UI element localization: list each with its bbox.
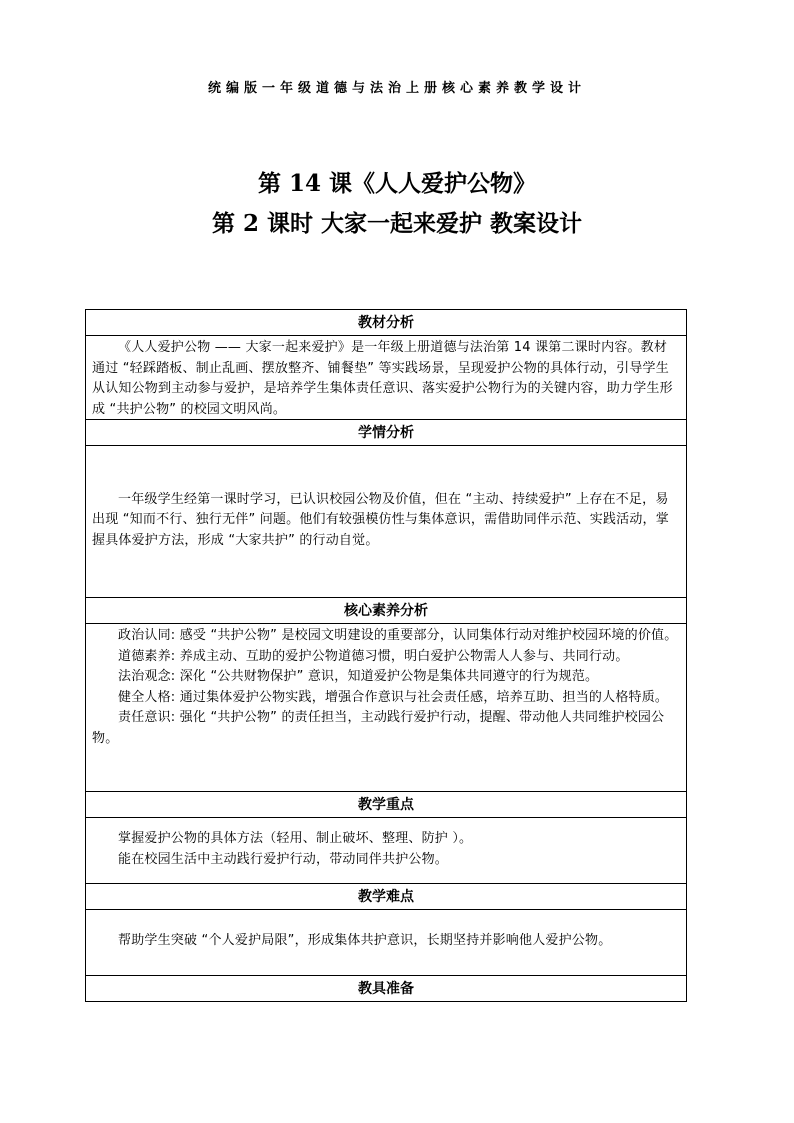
literacy-item: 责任意识: 强化 “共护公物” 的责任担当，主动践行爱护行动，提醒、带动他人共同维护校园公物。 <box>92 710 665 746</box>
section-body-literacy <box>85 624 687 792</box>
section-heading-textbook: 教材分析 <box>85 310 687 336</box>
difficulty-text: 帮助学生突破 “个人爱护局限”，形成集体共护意识，长期坚持并影响他人爱护公物。 <box>118 933 612 949</box>
lesson-title: 第 14 课《人人爱护公物》 <box>257 170 537 197</box>
literacy-item: 政治认同: 感受 “共护公物” 是校园文明建设的重要部分，认同集体行动对维护校园环境的价值。 <box>118 628 678 643</box>
section-body-students <box>85 446 687 598</box>
lesson-plan-table <box>85 309 687 1002</box>
section-heading-students: 学情分析 <box>85 420 687 446</box>
section-body-textbook <box>85 336 687 420</box>
key-point-item: 掌握爱护公物的具体方法（轻用、制止破坏、整理、防护 ）。 <box>118 831 473 846</box>
section-body-key-points <box>85 818 687 884</box>
section-heading-difficulty: 教学难点 <box>85 884 687 910</box>
section-heading-key-points: 教学重点 <box>85 792 687 818</box>
literacy-item: 健全人格: 通过集体爱护公物实践，增强合作意识与社会责任感，培养互助、担当的人格特质。 <box>118 689 669 705</box>
student-analysis-text: 一年级学生经第一课时学习，已认识校园公物及价值，但在 “主动、持续爱护” 上存在不足，易出现 “知而不行、独行无伴” 问题。他们有较强模仿性与集体意识，需借助同伴示范、实践活动，掌握具体爱护方法，形成 “大家共护” 的行动自觉。 <box>92 491 669 548</box>
section-body-difficulty <box>85 910 687 976</box>
page-header: 统编版一年级道德与法治上册核心素养教学设计 <box>207 81 586 96</box>
textbook-analysis-text: 《人人爱护公物 —— 大家一起来爱护》是一年级上册道德与法治第 14 课第二课时内容。教材通过 “轻踩踏板、制止乱画、摆放整齐、铺餐垫” 等实践场景，呈现爱护公物的具体行动，引导学生从认知公物到主动参与爱护，是培养学生集体责任意识、落实爱护公物行为的关键内容，助力学生形成 “共护公物” 的校园文明风尚。 <box>92 340 673 417</box>
section-heading-literacy: 核心素养分析 <box>85 598 687 624</box>
key-point-item: 能在校园生活中主动践行爱护行动，带动同伴共护公物。 <box>118 851 449 867</box>
literacy-item: 法治观念: 深化 “公共财物保护” 意识，知道爱护公物是集体共同遵守的行为规范。 <box>118 669 599 684</box>
section-heading-tools: 教具准备 <box>85 976 687 1002</box>
lesson-subtitle: 第 2 课时 大家一起来爱护 教案设计 <box>211 210 583 237</box>
literacy-item: 道德素养: 养成主动、互助的爱护公物道德习惯，明白爱护公物需人人参与、共同行动。 <box>118 648 629 664</box>
